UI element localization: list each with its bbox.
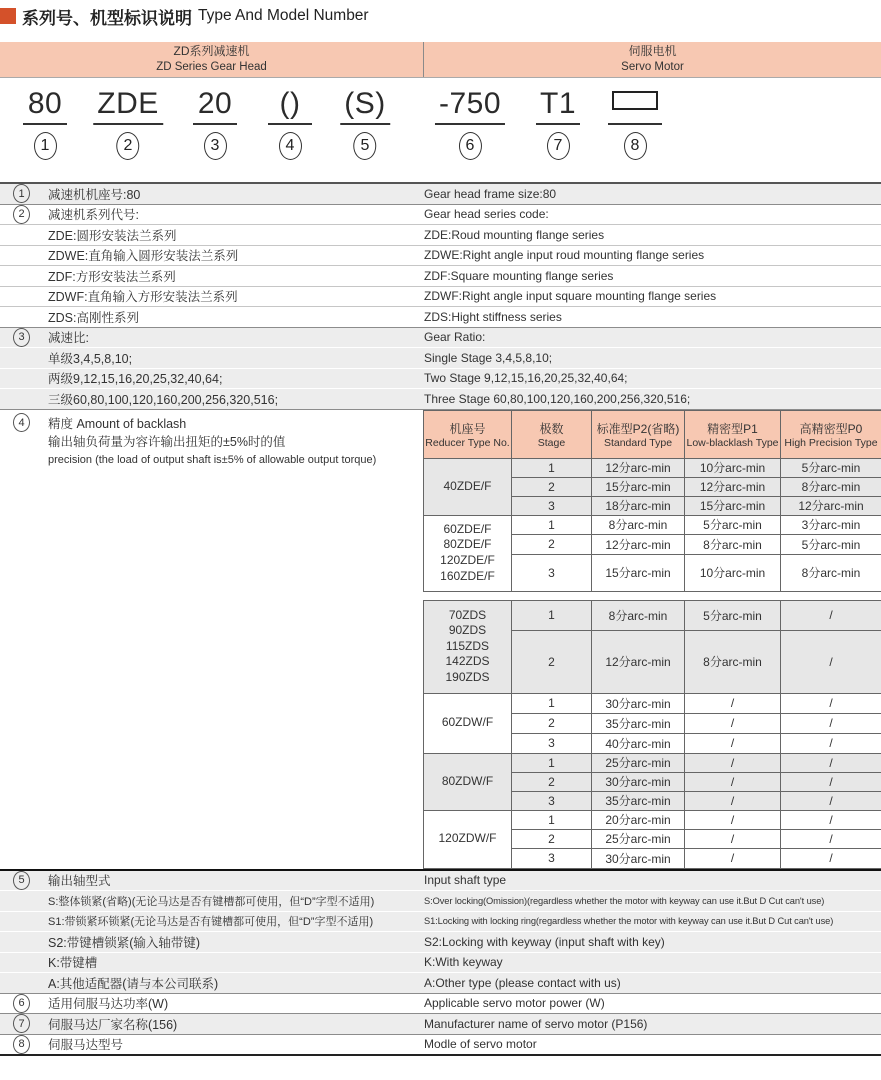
row-text-zh: 两级9,12,15,16,20,25,32,40,64;	[48, 372, 223, 387]
reducer-model: 40ZDE/F	[443, 478, 492, 493]
row-text-en: S1:Locking with locking ring(regardless whether the motor with keyway can use it.But D Cut can't use)	[424, 916, 834, 927]
column-header-bar	[0, 42, 881, 78]
row-number-col	[0, 1035, 48, 1054]
circled-number-4: 4	[279, 132, 302, 160]
row-text-en: Gear Ratio:	[424, 330, 486, 345]
backlash-value-cell: /	[781, 630, 881, 693]
row-text-en: S:Over locking(Omission)(regardless whether the motor with keyway can use it.But D Cut can't use)	[424, 895, 825, 906]
section-row	[0, 265, 881, 286]
row-text-en: ZDF:Square mounting flange series	[424, 268, 614, 283]
empty-box-icon	[612, 91, 658, 110]
row-text-en: Gear head frame size:80	[424, 186, 557, 201]
section-row	[0, 931, 881, 952]
row-text-en: ZDE:Roud mounting flange series	[424, 227, 605, 242]
reducer-model: 80ZDE/F	[443, 537, 492, 552]
backlash-value-cell: 30分arc-min	[592, 772, 685, 791]
backlash-value-cell: 10分arc-min	[685, 554, 781, 591]
circle-row	[193, 132, 237, 160]
stage-cell: 2	[512, 713, 592, 733]
model-part-3	[193, 88, 237, 160]
model-part-5	[340, 88, 390, 160]
backlash-value-cell: 8分arc-min	[592, 515, 685, 534]
row-text-zh: A:其他适配器(请与本公司联系)	[48, 976, 219, 991]
table-header-cell-4	[781, 410, 881, 458]
backlash-label-line2: 输出轴负荷量为容许输出扭矩的±5%时的值	[48, 434, 286, 449]
row-text-zh: ZDS:高刚性系列	[48, 310, 139, 325]
backlash-row	[424, 693, 881, 713]
row-number-col	[0, 871, 48, 890]
circled-number-3: 3	[13, 328, 30, 347]
row-text-zh: 伺服马达型号	[48, 1038, 124, 1053]
reducer-type-cell	[424, 810, 512, 868]
section-row	[0, 347, 881, 368]
backlash-value-cell: 3分arc-min	[781, 515, 881, 534]
backlash-value-cell: /	[781, 848, 881, 868]
backlash-value-cell: 8分arc-min	[781, 477, 881, 496]
model-code-strip	[0, 78, 881, 182]
circle-row	[23, 132, 67, 160]
stage-cell: 1	[512, 753, 592, 772]
backlash-value-cell: 30分arc-min	[592, 693, 685, 713]
header-zh: 精密型P1	[707, 421, 758, 436]
circled-number-4: 4	[13, 413, 30, 432]
section-row	[0, 205, 881, 225]
backlash-row	[424, 600, 881, 630]
section-row	[0, 328, 881, 348]
stage-cell: 3	[512, 733, 592, 753]
backlash-value-cell: 12分arc-min	[685, 477, 781, 496]
circle-row	[435, 132, 505, 160]
backlash-row	[424, 753, 881, 772]
backlash-label-line1: 精度 Amount of backlash	[48, 416, 187, 431]
header-en: Standard Type	[603, 436, 673, 449]
header-zh: 机座号	[449, 421, 486, 436]
section-row	[0, 911, 881, 932]
reducer-model: 190ZDS	[445, 669, 490, 684]
reducer-model: 60ZDW/F	[441, 715, 494, 730]
section-row	[0, 368, 881, 389]
servo-motor-header-zh: 伺服电机	[628, 44, 677, 59]
circle-row	[608, 132, 662, 160]
section-row	[0, 871, 881, 891]
circle-row	[340, 132, 390, 160]
stage-cell: 2	[512, 534, 592, 554]
gear-head-header-en: ZD Series Gear Head	[156, 60, 267, 73]
stage-cell: 1	[512, 600, 592, 630]
backlash-value-cell: 12分arc-min	[781, 496, 881, 515]
stage-cell: 2	[512, 772, 592, 791]
stage-cell: 3	[512, 554, 592, 591]
circle-row	[268, 132, 312, 160]
circled-number-8: 8	[13, 1035, 30, 1054]
legend-sections	[0, 182, 881, 1056]
section-4	[0, 409, 881, 869]
table-gap-row	[424, 591, 881, 600]
stage-cell: 3	[512, 791, 592, 810]
row-text-en: K:With keyway	[424, 955, 503, 970]
circled-number-1: 1	[13, 184, 30, 203]
circled-number-5: 5	[13, 871, 30, 890]
row-text-zh: 减速机机座号:80	[48, 187, 141, 202]
title-bullet-icon	[0, 8, 16, 24]
reducer-type-cell	[424, 458, 512, 515]
section-3	[0, 327, 881, 409]
section-row	[0, 1014, 881, 1034]
header-en: Stage	[537, 436, 566, 449]
section-row	[0, 306, 881, 327]
backlash-value-cell: 12分arc-min	[592, 458, 685, 477]
row-text-en: A:Other type (please contact with us)	[424, 975, 621, 990]
circled-number-1: 1	[34, 132, 57, 160]
backlash-label-row1	[0, 413, 423, 433]
page-title-zh: 系列号、机型标识说明	[22, 8, 192, 28]
model-part-7	[536, 88, 580, 160]
model-part-1	[23, 88, 67, 160]
header-zh: 标准型P2(省略)	[596, 421, 680, 436]
section-5	[0, 869, 881, 993]
section-2	[0, 204, 881, 327]
row-text-zh: S:整体锁紧(省略)(无论马达是否有键槽都可使用，但“D”字型不适用)	[48, 895, 375, 908]
row-text-en: Single Stage 3,4,5,8,10;	[424, 350, 553, 365]
table-header-cell-1	[512, 410, 592, 458]
section-row	[0, 1035, 881, 1055]
row-text-zh: 三级60,80,100,120,160,200,256,320,516;	[48, 392, 279, 407]
model-part-6	[435, 88, 505, 160]
table-header-cell-3	[685, 410, 781, 458]
row-text-zh: 单级3,4,5,8,10;	[48, 351, 133, 366]
gear-head-header-cell	[0, 42, 424, 77]
row-text-en: S2:Locking with keyway (input shaft with key)	[424, 934, 665, 949]
row-text-zh: ZDF:方形安装法兰系列	[48, 269, 176, 284]
backlash-row	[424, 810, 881, 829]
backlash-row	[424, 458, 881, 477]
row-text-zh: ZDWF:直角输入方形安装法兰系列	[48, 290, 238, 305]
backlash-value-cell: /	[685, 753, 781, 772]
backlash-value-cell: /	[781, 753, 881, 772]
stage-cell: 1	[512, 515, 592, 534]
backlash-value-cell: /	[685, 733, 781, 753]
reducer-model: 70ZDS	[448, 607, 487, 622]
header-zh: 极数	[539, 421, 564, 436]
circled-number-7: 7	[13, 1014, 30, 1033]
page-title	[0, 0, 881, 30]
row-text-zh: 减速比:	[48, 331, 89, 346]
model-part-4	[268, 88, 312, 160]
row-text-en: Modle of servo motor	[424, 1037, 537, 1052]
backlash-value-cell: 8分arc-min	[685, 534, 781, 554]
backlash-value-cell: /	[781, 810, 881, 829]
model-part-2	[93, 88, 163, 160]
table-header-cell-0	[424, 410, 512, 458]
gear-head-header-zh: ZD系列减速机	[173, 44, 250, 59]
stage-cell: 3	[512, 848, 592, 868]
backlash-value-cell: 18分arc-min	[592, 496, 685, 515]
backlash-table-body	[424, 458, 881, 868]
reducer-model: 80ZDW/F	[441, 773, 494, 788]
section-row	[0, 388, 881, 409]
circled-number-6: 6	[458, 132, 481, 160]
backlash-value-cell: 10分arc-min	[685, 458, 781, 477]
circle-row	[93, 132, 163, 160]
stage-cell: 2	[512, 630, 592, 693]
reducer-model: 115ZDS	[445, 638, 490, 653]
section-row	[0, 245, 881, 266]
row-number-col	[0, 413, 48, 432]
backlash-value-cell: 30分arc-min	[592, 848, 685, 868]
section-6	[0, 993, 881, 1014]
row-text-zh: 减速机系列代号:	[48, 208, 139, 223]
header-en: Reducer Type No.	[425, 436, 510, 449]
backlash-value-cell: 20分arc-min	[592, 810, 685, 829]
backlash-label-line3: precision (the load of output shaft is±5% of allowable output torque)	[48, 453, 377, 466]
row-text-en: ZDWE:Right angle input roud mounting flange series	[424, 248, 705, 263]
row-number-col	[0, 328, 48, 347]
section-row	[0, 224, 881, 245]
servo-motor-header-cell	[424, 42, 881, 77]
reducer-model: 160ZDE/F	[440, 568, 495, 583]
backlash-table-wrap	[423, 410, 881, 869]
row-text-en: Two Stage 9,12,15,16,20,25,32,40,64;	[424, 371, 628, 386]
backlash-value-cell: /	[781, 733, 881, 753]
backlash-table-head	[424, 410, 881, 458]
model-part-text: 20	[193, 88, 237, 125]
page-title-en: Type And Model Number	[198, 7, 369, 24]
backlash-value-cell: 15分arc-min	[592, 554, 685, 591]
circled-number-5: 5	[354, 132, 377, 160]
backlash-value-cell: /	[685, 693, 781, 713]
stage-cell: 3	[512, 496, 592, 515]
backlash-value-cell: 25分arc-min	[592, 829, 685, 848]
backlash-value-cell: /	[781, 713, 881, 733]
backlash-value-cell: /	[685, 848, 781, 868]
backlash-value-cell: /	[781, 693, 881, 713]
circled-number-8: 8	[624, 132, 647, 160]
backlash-value-cell: /	[781, 772, 881, 791]
stage-cell: 2	[512, 829, 592, 848]
stage-cell: 2	[512, 477, 592, 496]
backlash-row	[424, 515, 881, 534]
backlash-value-cell: /	[685, 791, 781, 810]
header-row	[424, 410, 881, 458]
backlash-value-cell: 5分arc-min	[685, 515, 781, 534]
row-text-en: ZDWF:Right angle input square mounting flange series	[424, 289, 717, 304]
stage-cell: 1	[512, 810, 592, 829]
row-text-en: Applicable servo motor power (W)	[424, 996, 605, 1011]
reducer-type-cell	[424, 515, 512, 591]
backlash-value-cell: 15分arc-min	[592, 477, 685, 496]
row-text-en: Three Stage 60,80,100,120,160,200,256,320,516;	[424, 391, 691, 406]
row-text-en: Manufacturer name of servo motor (P156)	[424, 1016, 648, 1031]
backlash-value-cell: 5分arc-min	[781, 458, 881, 477]
backlash-value-cell: 5分arc-min	[781, 534, 881, 554]
section-row	[0, 184, 881, 204]
circled-number-7: 7	[546, 132, 569, 160]
row-text-zh: 适用伺服马达功率(W)	[48, 997, 169, 1012]
backlash-value-cell: /	[685, 772, 781, 791]
backlash-value-cell: /	[685, 810, 781, 829]
header-en: Low-blacklash Type	[686, 436, 779, 449]
section-row	[0, 972, 881, 993]
reducer-model: 120ZDE/F	[440, 553, 495, 567]
backlash-table	[423, 410, 881, 869]
backlash-value-cell: /	[781, 829, 881, 848]
backlash-value-cell: 25分arc-min	[592, 753, 685, 772]
reducer-model: 60ZDE/F	[443, 521, 492, 536]
row-text-zh: ZDE:圆形安装法兰系列	[48, 228, 177, 243]
section-7	[0, 1013, 881, 1034]
reducer-model: 120ZDW/F	[438, 831, 497, 846]
backlash-value-cell: 12分arc-min	[592, 630, 685, 693]
section-1	[0, 184, 881, 204]
row-text-zh: S1:带锁紧环锁紧(无论马达是否有键槽都可使用，但“D”字型不适用)	[48, 916, 374, 929]
model-part-8	[608, 88, 662, 160]
model-part-blank-box	[608, 88, 662, 125]
circle-row	[536, 132, 580, 160]
row-number-col	[0, 205, 48, 224]
backlash-value-cell: /	[781, 791, 881, 810]
row-text-zh: S2:带键槽锁紧(输入轴带键)	[48, 935, 201, 950]
backlash-value-cell: /	[685, 829, 781, 848]
circled-number-2: 2	[117, 132, 140, 160]
row-number-col	[0, 1014, 48, 1033]
reducer-type-cell	[424, 693, 512, 753]
table-header-cell-2	[592, 410, 685, 458]
section-8	[0, 1034, 881, 1055]
backlash-value-cell: 8分arc-min	[781, 554, 881, 591]
backlash-label	[0, 410, 423, 869]
section-row	[0, 286, 881, 307]
row-text-zh: 伺服马达厂家名称(156)	[48, 1017, 178, 1032]
backlash-value-cell: 35分arc-min	[592, 713, 685, 733]
servo-motor-header-en: Servo Motor	[621, 60, 684, 73]
stage-cell: 1	[512, 458, 592, 477]
model-part-text: 80	[23, 88, 67, 125]
stage-cell: 1	[512, 693, 592, 713]
row-text-en: Input shaft type	[424, 873, 507, 888]
model-part-text: (S)	[340, 88, 390, 125]
header-en: High Precision Type	[784, 436, 878, 449]
section-row	[0, 890, 881, 911]
row-text-zh: 输出轴型式	[48, 874, 111, 889]
backlash-value-cell: 40分arc-min	[592, 733, 685, 753]
backlash-value-cell: 35分arc-min	[592, 791, 685, 810]
row-number-col	[0, 994, 48, 1013]
section-row	[0, 952, 881, 973]
reducer-type-cell	[424, 600, 512, 693]
row-text-en: Gear head series code:	[424, 207, 549, 222]
model-part-text: ZDE	[93, 88, 163, 125]
model-part-text: T1	[536, 88, 580, 125]
row-text-zh: ZDWE:直角输入圆形安装法兰系列	[48, 249, 239, 264]
circled-number-2: 2	[13, 205, 30, 224]
circled-number-6: 6	[13, 994, 30, 1013]
backlash-value-cell: 8分arc-min	[592, 600, 685, 630]
circled-number-3: 3	[204, 132, 227, 160]
model-part-text: -750	[435, 88, 505, 125]
backlash-value-cell: 8分arc-min	[685, 630, 781, 693]
gap-cell	[424, 591, 881, 600]
row-text-en: ZDS:Hight stiffness series	[424, 309, 562, 324]
model-part-text: ()	[268, 88, 312, 125]
section-row	[0, 994, 881, 1014]
backlash-value-cell: /	[685, 713, 781, 733]
row-text-zh: K:带键槽	[48, 956, 98, 971]
backlash-value-cell: 5分arc-min	[685, 600, 781, 630]
reducer-model: 90ZDS	[448, 623, 487, 638]
backlash-value-cell: 15分arc-min	[685, 496, 781, 515]
backlash-value-cell: /	[781, 600, 881, 630]
backlash-value-cell: 12分arc-min	[592, 534, 685, 554]
reducer-type-cell	[424, 753, 512, 810]
row-number-col	[0, 184, 48, 203]
reducer-model: 142ZDS	[445, 654, 490, 669]
header-zh: 高精密型P0	[799, 421, 863, 436]
